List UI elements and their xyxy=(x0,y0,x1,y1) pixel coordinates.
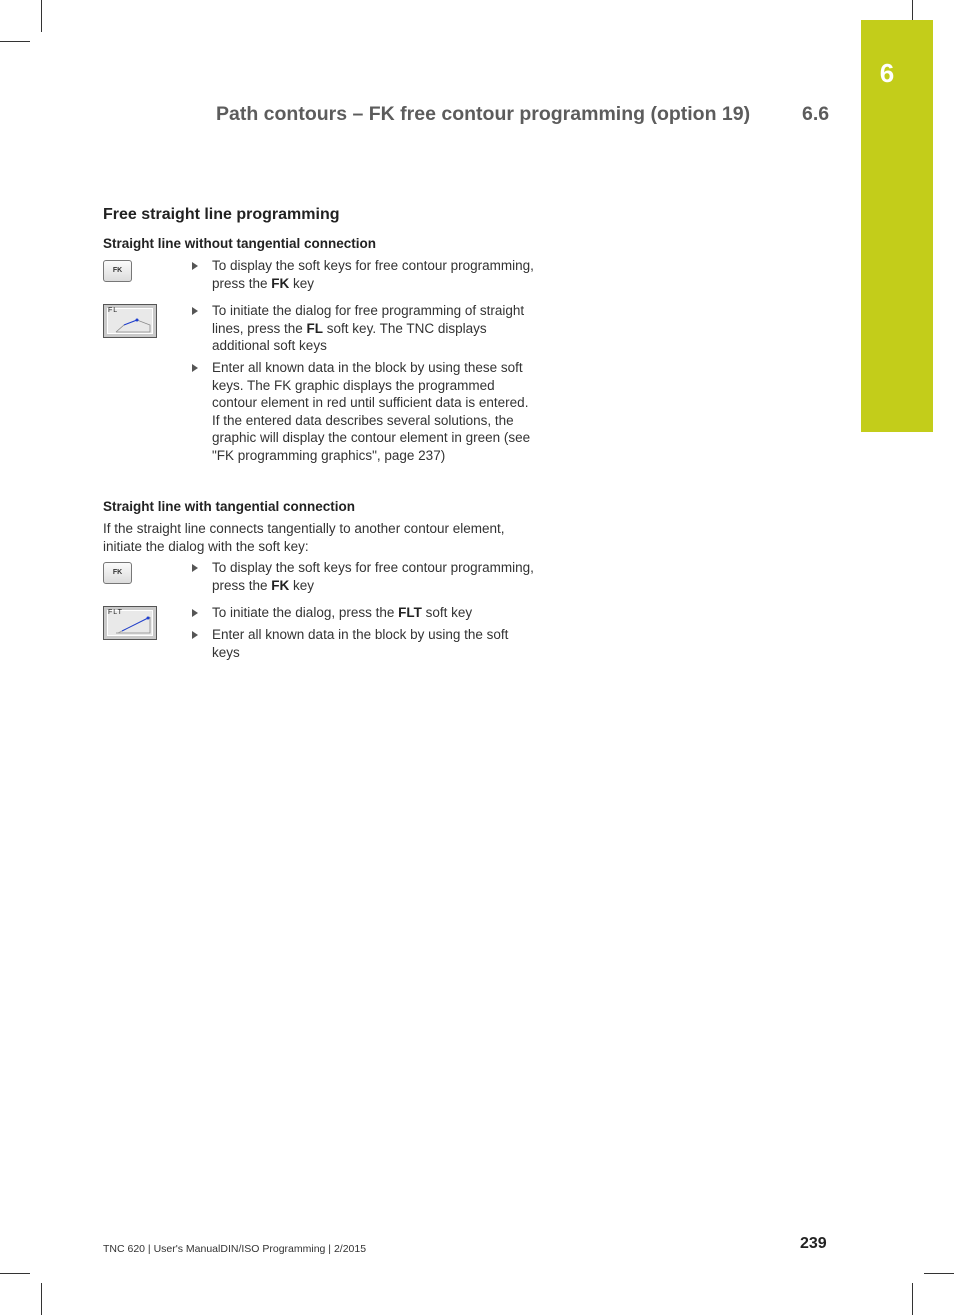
running-header-title: Path contours – FK free contour programming (option 19) xyxy=(216,103,751,125)
bullet-triangle-icon xyxy=(192,631,198,639)
fl-softkey-icon: FL xyxy=(103,304,157,338)
bullet-triangle-icon xyxy=(192,609,198,617)
crop-mark xyxy=(924,1273,954,1274)
subheading-without-tangential: Straight line without tangential connection xyxy=(103,236,376,251)
crop-mark xyxy=(41,1283,42,1315)
flt-line-graphic xyxy=(104,607,158,641)
step-item: Enter all known data in the block by using the soft keys xyxy=(192,626,537,661)
step-item: To initiate the dialog for free programming of straight lines, press the FL soft key. The TNC displays additional soft keys xyxy=(192,302,537,355)
footer-text: TNC 620 | User's ManualDIN/ISO Programming | 2/2015 xyxy=(103,1243,367,1255)
step-item: To display the soft keys for free contour programming, press the FK key xyxy=(192,559,537,594)
fk-key-icon: FK xyxy=(103,260,132,282)
subheading-with-tangential: Straight line with tangential connection xyxy=(103,499,356,514)
crop-mark xyxy=(41,0,42,32)
page-number: 239 xyxy=(800,1235,827,1252)
flt-softkey-icon: FLT xyxy=(103,606,157,640)
bullet-triangle-icon xyxy=(192,564,198,572)
step-item: To initiate the dialog, press the FLT soft key xyxy=(192,604,537,622)
bullet-triangle-icon xyxy=(192,262,198,270)
intro-paragraph: If the straight line connects tangentially to another contour element, initiate the dialog with the soft key: xyxy=(103,521,505,554)
crop-mark xyxy=(912,1283,913,1315)
crop-mark xyxy=(912,0,913,20)
crop-mark xyxy=(0,41,30,42)
step-item: Enter all known data in the block by using these soft keys. The FK graphic displays the programmed contour element in red until sufficient data is entered. If the entered data describes several solutions, the graphic will display the contour element in green (see "FK programming graphics", page 237) xyxy=(192,359,537,464)
fl-line-graphic xyxy=(104,305,158,339)
bullet-triangle-icon xyxy=(192,364,198,372)
running-header-section: 6.6 xyxy=(802,103,830,125)
chapter-number: 6 xyxy=(879,58,895,88)
crop-mark xyxy=(0,1273,30,1274)
section-title: Free straight line programming xyxy=(103,206,340,223)
bullet-triangle-icon xyxy=(192,307,198,315)
step-item: To display the soft keys for free contour programming, press the FK key xyxy=(192,257,537,292)
fk-key-icon: FK xyxy=(103,562,132,584)
